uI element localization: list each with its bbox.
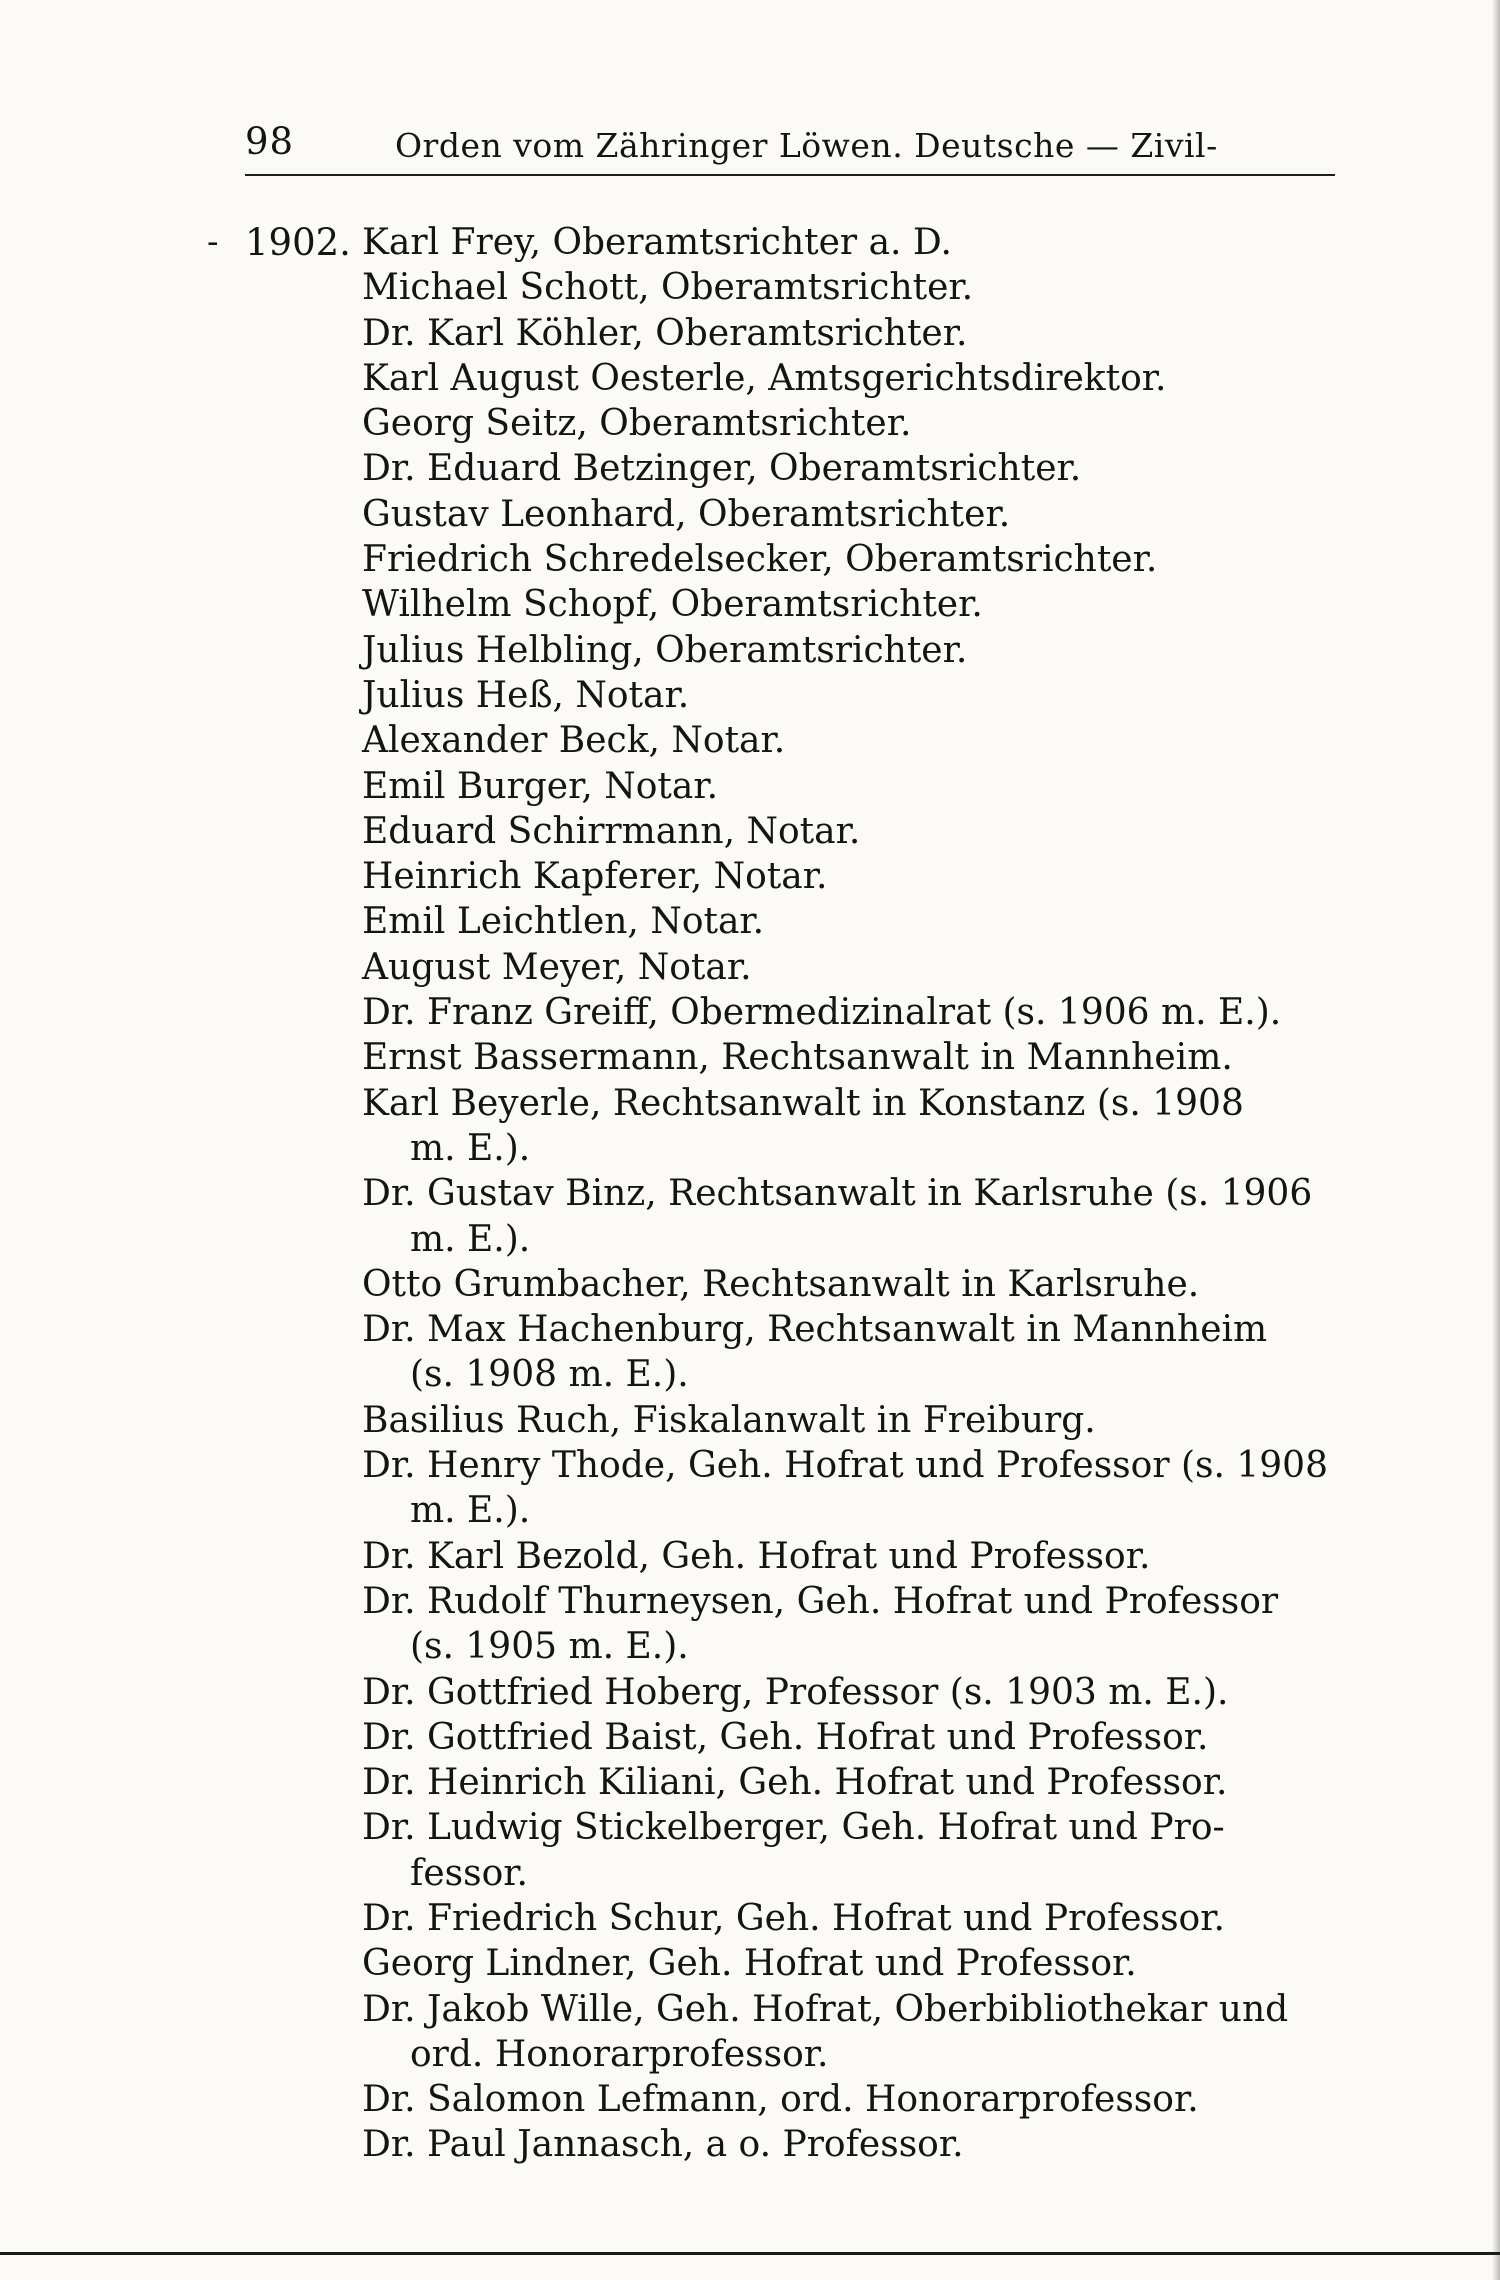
recipient-list xyxy=(362,220,1342,2168)
list-item: Julius Helbling, Oberamtsrichter. xyxy=(362,629,968,671)
list-item: Otto Grumbacher, Rechtsanwalt in Karlsruhe. xyxy=(362,1263,1200,1305)
list-item: Karl Beyerle, Rechtsanwalt in Konstanz (s. 1908 m. E.). xyxy=(362,1082,1244,1169)
list-item: August Meyer, Notar. xyxy=(362,946,752,988)
list-item: Dr. Eduard Betzinger, Oberamtsrichter. xyxy=(362,448,1082,490)
list-item: Emil Leichtlen, Notar. xyxy=(362,901,765,943)
bottom-rule xyxy=(0,2252,1500,2255)
list-item: Dr. Friedrich Schur, Geh. Hofrat und Professor. xyxy=(362,1897,1225,1939)
list-item: Dr. Heinrich Kiliani, Geh. Hofrat und Professor. xyxy=(362,1762,1228,1804)
list-item: Michael Schott, Oberamtsrichter. xyxy=(362,267,974,309)
list-item: Heinrich Kapferer, Notar. xyxy=(362,856,828,898)
list-item: Karl August Oesterle, Amtsgerichtsdirektor. xyxy=(362,357,1167,399)
page-number: 98 xyxy=(245,120,295,163)
header-rule xyxy=(245,174,1335,176)
running-head: Orden vom Zähringer Löwen. Deutsche — Zivil- xyxy=(395,126,1218,165)
list-item: Dr. Paul Jannasch, a o. Professor. xyxy=(362,2124,964,2166)
list-item: Friedrich Schredelsecker, Oberamtsrichter. xyxy=(362,539,1158,581)
margin-mark: - xyxy=(207,222,219,262)
list-item: Dr. Karl Köhler, Oberamtsrichter. xyxy=(362,312,968,354)
list-item: Ernst Bassermann, Rechtsanwalt in Mannheim. xyxy=(362,1037,1233,1079)
year-label: 1902. xyxy=(245,221,351,264)
list-item: Dr. Henry Thode, Geh. Hofrat und Professor (s. 1908 m. E.). xyxy=(362,1445,1328,1532)
list-item: Dr. Karl Bezold, Geh. Hofrat und Professor. xyxy=(362,1535,1151,1577)
list-item: Emil Burger, Notar. xyxy=(362,765,719,807)
list-item: Dr. Ludwig Stickelberger, Geh. Hofrat und Pro- fessor. xyxy=(362,1807,1225,1894)
page-edge-shadow xyxy=(1492,0,1500,2280)
list-item: Basilius Ruch, Fiskalanwalt in Freiburg. xyxy=(362,1399,1096,1441)
list-item: Julius Heß, Notar. xyxy=(362,674,690,716)
list-item: Dr. Rudolf Thurneysen, Geh. Hofrat und Professor (s. 1905 m. E.). xyxy=(362,1580,1279,1668)
page-header xyxy=(245,112,1335,172)
list-item: Dr. Gustav Binz, Rechtsanwalt in Karlsruhe (s. 1906 m. E.). xyxy=(362,1173,1313,1260)
list-item: Georg Lindner, Geh. Hofrat und Professor. xyxy=(362,1943,1137,1985)
list-item: Wilhelm Schopf, Oberamtsrichter. xyxy=(362,584,983,626)
list-item: Gustav Leonhard, Oberamtsrichter. xyxy=(362,493,1011,535)
list-item: Georg Seitz, Oberamtsrichter. xyxy=(362,403,912,445)
list-item: Dr. Jakob Wille, Geh. Hofrat, Oberbibliothekar und ord. Honorarprofessor. xyxy=(362,1988,1289,2075)
list-item: Dr. Franz Greiff, Obermedizinalrat (s. 1906 m. E.). xyxy=(362,992,1282,1034)
list-item: Alexander Beck, Notar. xyxy=(362,720,786,762)
list-item: Dr. Max Hachenburg, Rechtsanwalt in Mannheim (s. 1908 m. E.). xyxy=(362,1309,1268,1396)
list-item: Eduard Schirrmann, Notar. xyxy=(362,810,861,852)
list-item: Dr. Salomon Lefmann, ord. Honorarprofessor. xyxy=(362,2079,1199,2121)
list-item: Dr. Gottfried Baist, Geh. Hofrat und Professor. xyxy=(362,1716,1209,1758)
list-item: Karl Frey, Oberamtsrichter a. D. xyxy=(362,222,952,263)
list-item: Dr. Gottfried Hoberg, Professor (s. 1903 m. E.). xyxy=(362,1671,1229,1713)
